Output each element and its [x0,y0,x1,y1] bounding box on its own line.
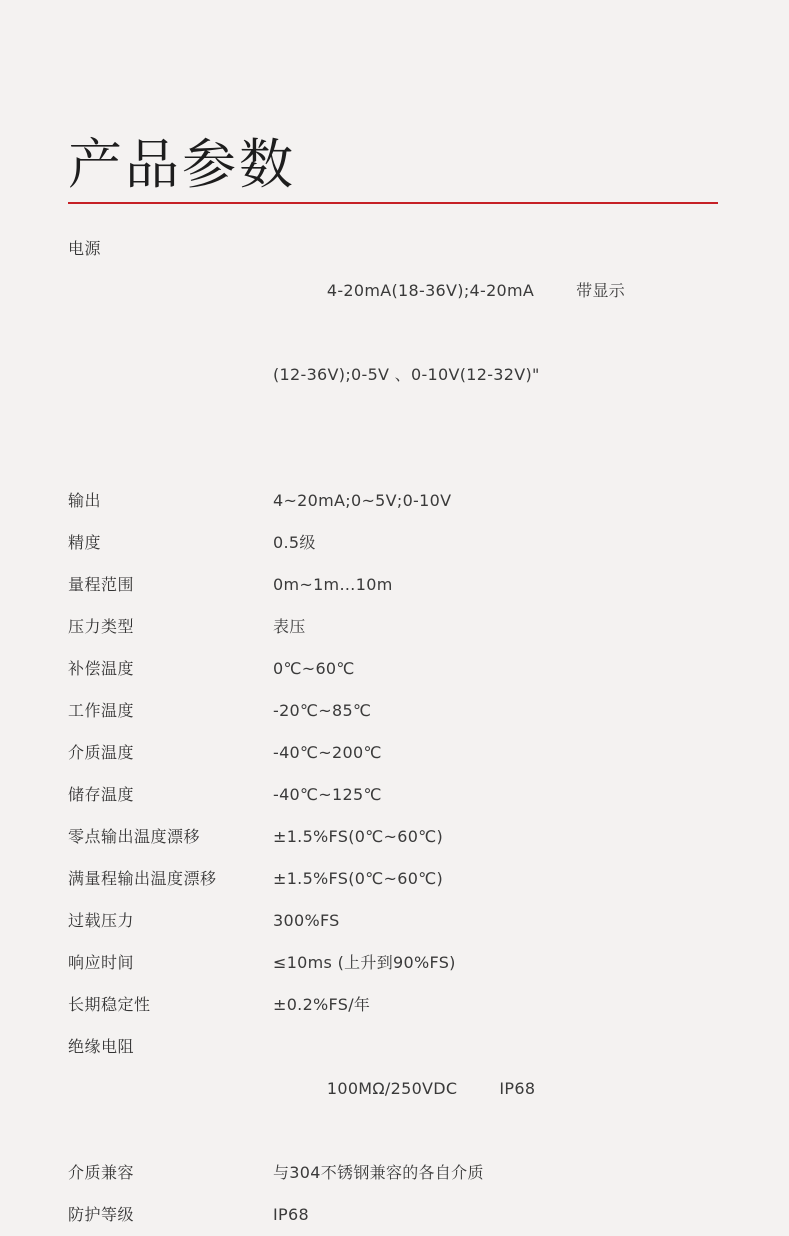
spec-table-body [68,228,748,1236]
spec-label: 储存温度 [68,785,135,804]
spec-label: 电源 [68,239,102,258]
table-row [68,732,748,774]
spec-label: 长期稳定性 [68,995,151,1014]
spec-label: 防护等级 [68,1205,135,1224]
spec-value-text: 100MΩ/250VDC [326,1079,458,1098]
spec-label: 介质兼容 [68,1163,135,1182]
spec-value: 0m~1m…10m [273,575,393,594]
spec-label: 精度 [68,533,102,552]
spec-table [68,228,748,1236]
spec-label: 输出 [68,491,102,510]
spec-value: 表压 [273,617,306,636]
spec-label: 压力类型 [68,617,135,636]
table-row [68,606,748,648]
spec-value: ≤10ms (上升到90%FS) [273,953,456,972]
spec-value: 0.5级 [273,533,316,552]
spec-value: -40℃~125℃ [273,785,382,804]
table-row [68,1152,748,1194]
page-title: 产品参数 [68,133,296,197]
spec-value-text: 4-20mA(18-36V);4-20mA [326,281,535,300]
spec-label: 响应时间 [68,953,135,972]
spec-value: ±0.2%FS/年 [273,995,371,1014]
table-row [68,1194,748,1236]
spec-label: 过载压力 [68,911,135,930]
spec-value-trailing: 带显示 [576,281,626,300]
spec-value [273,228,748,480]
spec-value: ±1.5%FS(0℃~60℃) [273,827,443,846]
spec-label: 介质温度 [68,743,135,762]
spec-value-line2: (12-36V);0-5V 、0-10V(12-32V)" [273,365,540,384]
spec-value: 与304不锈钢兼容的各自介质 [273,1163,484,1182]
spec-value: ±1.5%FS(0℃~60℃) [273,869,443,888]
table-row [68,1026,748,1152]
spec-label: 量程范围 [68,575,135,594]
spec-value: 0℃~60℃ [273,659,355,678]
table-row [68,900,748,942]
table-row [68,858,748,900]
table-row [68,690,748,732]
spec-label: 零点输出温度漂移 [68,827,201,846]
spec-label: 绝缘电阻 [68,1037,135,1056]
spec-value: IP68 [273,1205,309,1224]
table-row [68,648,748,690]
table-row [68,816,748,858]
spec-value: -40℃~200℃ [273,743,382,762]
table-row [68,228,748,480]
table-row [68,984,748,1026]
spec-value: -20℃~85℃ [273,701,372,720]
spec-label: 补偿温度 [68,659,135,678]
title-divider [68,202,718,204]
spec-label: 满量程输出温度漂移 [68,869,217,888]
spec-value-trailing: IP68 [499,1079,536,1098]
spec-value [273,1026,748,1152]
table-row [68,774,748,816]
spec-label: 工作温度 [68,701,135,720]
spec-value: 4~20mA;0~5V;0-10V [273,491,452,510]
spec-value: 300%FS [273,911,340,930]
table-row [68,522,748,564]
table-row [68,942,748,984]
table-row [68,564,748,606]
table-row [68,480,748,522]
